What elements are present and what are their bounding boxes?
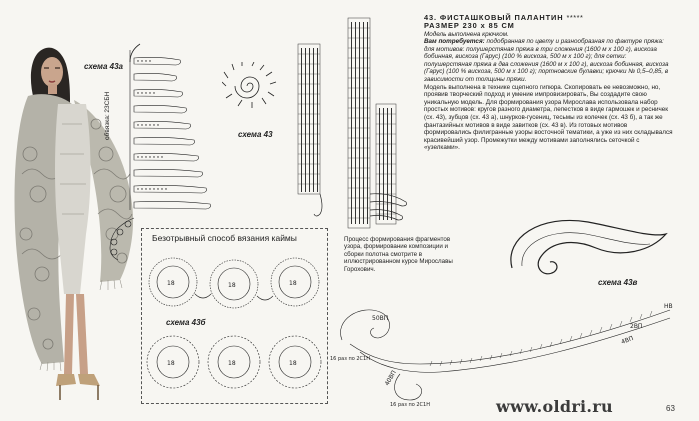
site-url: www.oldri.ru: [496, 397, 613, 416]
schema-43v-curl: [500, 208, 670, 290]
article-text: [424, 14, 674, 152]
curl-label-2vp: 2ВП: [630, 323, 643, 330]
schema-43-label: схема 43: [238, 130, 273, 139]
article-body: Модель выполнена в технике сцепного гипюра. Скопировать ее невозможно, но, проявив творческий подход и умение импровизировать, Вы создадите свою уникальную модель. Для формирования узора Мирослава использовала набор простых мотивов: кругов разного диаметра, лепестков в виде гармошек и ресничек (сх. 43), зубцов (сх. 43 а), шнурков-гусениц, тесьмы из колечек (сх. 43 б), а так же фантазийных мотивов в виде завитков (сх. 43 в). Из готовых мотивов формировались филигранные узоры восточной тематики, а уже из них складывался красивейший узор. Промежутки между мотивами заполнялись сеточкой с «узелками».: [424, 83, 673, 152]
circle-number-1: 18: [167, 280, 175, 287]
schema-43a-label: схема 43а: [84, 62, 123, 71]
curl-label-40vp: 40ВП: [383, 369, 398, 387]
circle-number-5: 18: [228, 360, 236, 367]
schema-43b-label: схема 43б: [166, 318, 206, 327]
circle-number-4: 18: [167, 360, 175, 367]
curl-chart-diagram: [330, 290, 680, 408]
process-note: Процесс формирования фрагментов узора, формирование композиции и сборки полотна смотрите в иллюстрированном курсе Мирославы Горохович.: [344, 236, 453, 273]
circle-number-2: 18: [228, 282, 236, 289]
circle-number-6: 18: [289, 360, 297, 367]
rating-stars: *****: [566, 13, 584, 22]
article-size: РАЗМЕР 230 х 85 СМ: [424, 21, 515, 30]
curl-label-16: 16 раз по 2С1Н: [330, 356, 370, 362]
schema-43a-diagram: [118, 40, 218, 216]
circle-number-3: 18: [289, 280, 297, 287]
schema-43b-row1: [143, 252, 325, 314]
article-materials: [424, 38, 674, 84]
article-title-text: 43. ФИСТАШКОВЫЙ ПАЛАНТИН: [424, 13, 564, 22]
curl-label-4vp: 4ВП: [620, 335, 635, 346]
curl-label-16b: 16 раз по 2С1Н: [390, 402, 430, 408]
article-technique: Модель выполнена крючком.: [424, 30, 509, 38]
spiral-motif-diagram: [222, 62, 278, 110]
edging-title: Безотрывный способ вязания каймы: [152, 233, 297, 243]
page-number: 63: [666, 404, 675, 413]
curl-label-50vp: 50ВП: [372, 315, 389, 322]
schema-43v-label: схема 43в: [598, 278, 638, 287]
materials-text: подобранная по цвету и разнообразная по фактуре пряжа: для мотивов: полушерстяная пряжа в три сложения (1600 м х 100 г), вискоза бобинная, вискоза (Гарус) (100 % вискоза, 500 м х 100 г); для сетки: полушерстяная пряжа в два сложения (1600 м х 100 г), вискоза бобинная, вискоза (Гарус) (100 % вискоза, 500 м х 100 г); портновские булавки; крючки № 0,5–0,85, в зависимости от толщины пряжи.: [424, 38, 669, 84]
schema-43b-row2: [143, 330, 325, 396]
schema-43-diagram: [292, 14, 420, 234]
needed-label: Вам потребуется:: [424, 38, 485, 46]
side-chain-motif: [104, 214, 140, 264]
edging-note: обвязка: 23СБН: [104, 91, 111, 140]
curl-label-nv: НВ: [664, 303, 673, 310]
